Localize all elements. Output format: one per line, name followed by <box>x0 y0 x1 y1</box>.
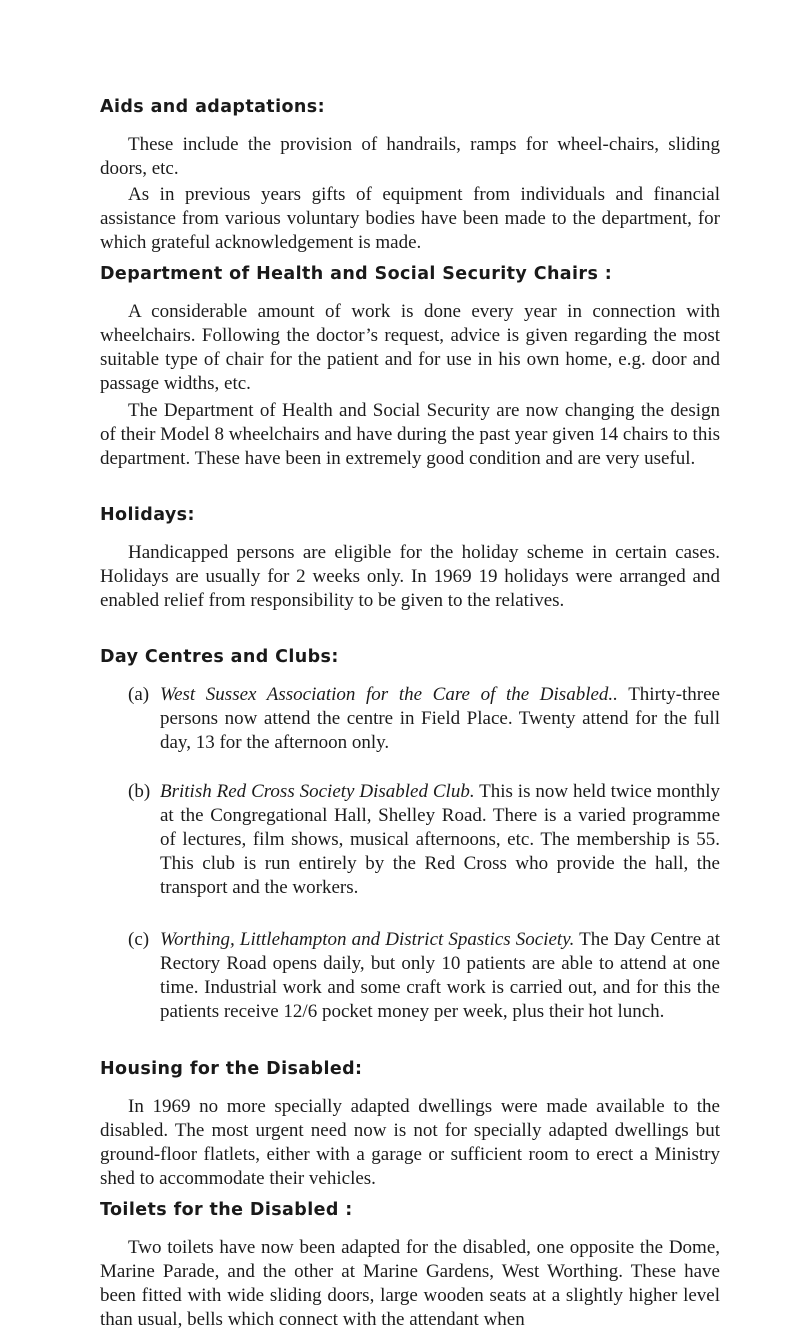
list-item <box>100 683 720 755</box>
heading-day-centres: Day Centres and Clubs: <box>100 647 339 667</box>
aids-paragraph-2: As in previous years gifts of equipment from individuals and financial assistance from various voluntary bodies have been made to the department, for which grateful acknowledgement is made. <box>100 184 720 253</box>
list-item-title: Worthing, Littlehampton and District Spastics Society. <box>160 929 575 950</box>
list-item-title: British Red Cross Society Disabled Club. <box>160 781 475 802</box>
list-item-text: The Day Centre at Rectory Road opens daily, but only 10 patients are able to attend at one time. Industrial work and some craft work is carried out, and for this the patients receive 12/6 pocket money per week, plus their hot lunch. <box>160 929 720 1022</box>
chairs-paragraph-1: A considerable amount of work is done every year in connection with wheelchairs. Following the doctor’s request, advice is given regarding the most suitable type of chair for the patient and for use in his own home, e.g. door and passage widths, etc. <box>100 301 720 394</box>
aids-paragraph-1: These include the provision of handrails, ramps for wheel-chairs, sliding doors, etc. <box>100 134 720 179</box>
list-item-label: (c) <box>128 929 150 950</box>
heading-toilets: Toilets for the Disabled : <box>100 1200 353 1220</box>
toilets-paragraph: Two toilets have now been adapted for the disabled, one opposite the Dome, Marine Parade, and the other at Marine Gardens, West Worthing. These have been fitted with wide sliding doors, large wooden seats at a slightly higher level than usual, bells which connect with the attendant when <box>100 1237 720 1330</box>
chairs-paragraph-2: The Department of Health and Social Security are now changing the design of their Model 8 wheelchairs and have during the past year given 14 chairs to this department. These have been in extremely good condition and are very useful. <box>100 400 720 469</box>
list-item-text: Thirty-three persons now attend the centre in Field Place. Twenty attend for the full day, 13 for the afternoon only. <box>160 684 720 753</box>
list-item <box>100 928 720 1024</box>
housing-paragraph: In 1969 no more specially adapted dwellings were made available to the disabled. The most urgent need now is not for specially adapted dwellings but ground-floor flatlets, either with a garage or sufficient room to erect a Ministry shed to accommodate their vehicles. <box>100 1096 720 1189</box>
list-item-title: West Sussex Association for the Care of the Disabled.. <box>160 684 618 705</box>
list-item-text: This is now held twice monthly at the Congregational Hall, Shelley Road. There is a varied programme of lectures, film shows, musical afternoons, etc. The membership is 55. This club is run entirely by the Red Cross who provide the hall, the transport and the workers. <box>160 781 720 898</box>
list-item-label: (b) <box>128 781 151 802</box>
list-item-label: (a) <box>128 684 150 705</box>
holidays-paragraph: Handicapped persons are eligible for the holiday scheme in certain cases. Holidays are usually for 2 weeks only. In 1969 19 holidays were arranged and enabled relief from responsibility to be given to the relatives. <box>100 542 720 611</box>
list-item <box>100 780 720 900</box>
heading-chairs: Department of Health and Social Security Chairs : <box>100 264 613 284</box>
heading-housing: Housing for the Disabled: <box>100 1059 363 1079</box>
heading-holidays: Holidays: <box>100 505 195 525</box>
heading-aids: Aids and adaptations: <box>100 97 325 117</box>
